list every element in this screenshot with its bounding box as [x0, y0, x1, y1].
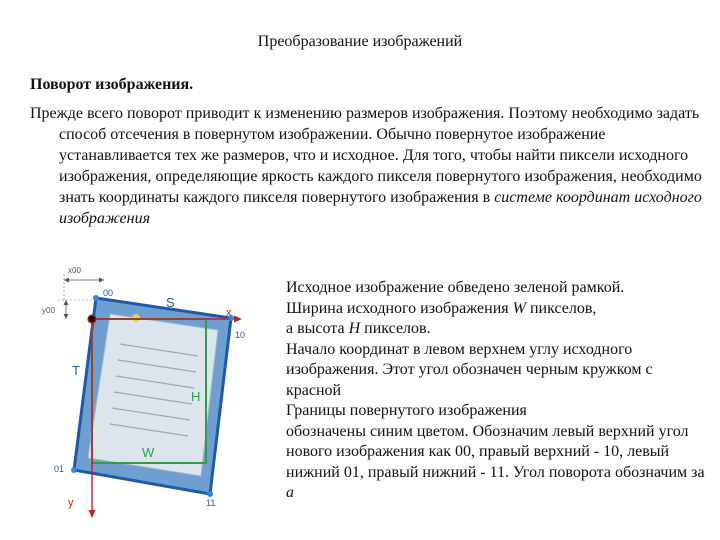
- x00-label: x00: [68, 266, 81, 275]
- desc-text: а высота: [286, 320, 349, 337]
- desc-var-a: a: [286, 484, 294, 501]
- y-axis-arrowhead: [89, 510, 96, 518]
- y00-arrow-bottom: [64, 314, 69, 319]
- desc-text: Ширина исходного изображения: [286, 299, 513, 317]
- side-t-label: T: [72, 363, 80, 378]
- rotation-figure: [28, 262, 268, 524]
- desc-var-w: W: [512, 299, 526, 317]
- corner-11-label: 11: [206, 498, 216, 508]
- intro-emphasis: системе координат исходного изображения: [59, 189, 702, 227]
- corner-01-dot: [71, 467, 77, 473]
- x-axis-arrowhead: [234, 316, 242, 323]
- section-heading: Поворот изображения.: [30, 76, 194, 93]
- desc-line-1: Исходное изображение обведено зеленой рамкой.: [286, 279, 625, 296]
- desc-text: пикселов.: [360, 320, 431, 337]
- intro-paragraph: [30, 103, 714, 229]
- corner-00-dot: [93, 295, 99, 301]
- x00-arrow-left: [64, 278, 69, 283]
- desc-text: обозначены синим цветом. Обозначим левый верхний угол нового изображения как 00, правый верхний - 10, левый нижний 01, правый нижний - 11. Угол поворота обозначим за: [286, 422, 705, 481]
- desc-line-5: Границы повернутого изображения: [286, 402, 527, 419]
- corner-00-label: 00: [103, 288, 114, 298]
- desc-line-6: [286, 422, 711, 504]
- desc-text: пикселов,: [525, 299, 597, 317]
- y00-arrow-top: [64, 300, 69, 305]
- y00-label: y00: [42, 306, 55, 315]
- desc-var-h: H: [348, 320, 361, 337]
- desc-line-3: [286, 319, 711, 340]
- rotation-diagram: [28, 262, 268, 524]
- side-s-label: S: [166, 295, 175, 310]
- origin-dot: [88, 315, 96, 323]
- figure-description: [286, 278, 711, 504]
- x-axis-label: x: [226, 307, 232, 319]
- desc-line-2: [286, 299, 711, 320]
- x00-arrow-right: [99, 278, 104, 283]
- intro-text: Прежде всего поворот приводит к изменению размеров изображения. Поэтому необходимо задать способ отсечения в повернутом изображении. Обычно повернутое изображение устанавливается тех же размеров, что и исходное. Для того, чтобы найти пиксели исходного изображения, определяющие яркость каждого пикселя повернутого изображения, необходимо знать координаты каждого пикселя повернутого изображения в: [30, 105, 702, 206]
- corner-01-label: 01: [54, 464, 65, 474]
- desc-line-4: Начало координат в левом верхнем углу исходного изображения. Этот угол обозначен черным кружком с красной: [286, 340, 653, 399]
- page-title: Преобразование изображений: [257, 33, 463, 50]
- corner-11-dot: [207, 491, 213, 497]
- side-w-label: W: [142, 445, 155, 460]
- corner-10-label: 10: [235, 330, 246, 340]
- y-axis-label: y: [68, 497, 74, 509]
- side-h-label: H: [191, 389, 201, 404]
